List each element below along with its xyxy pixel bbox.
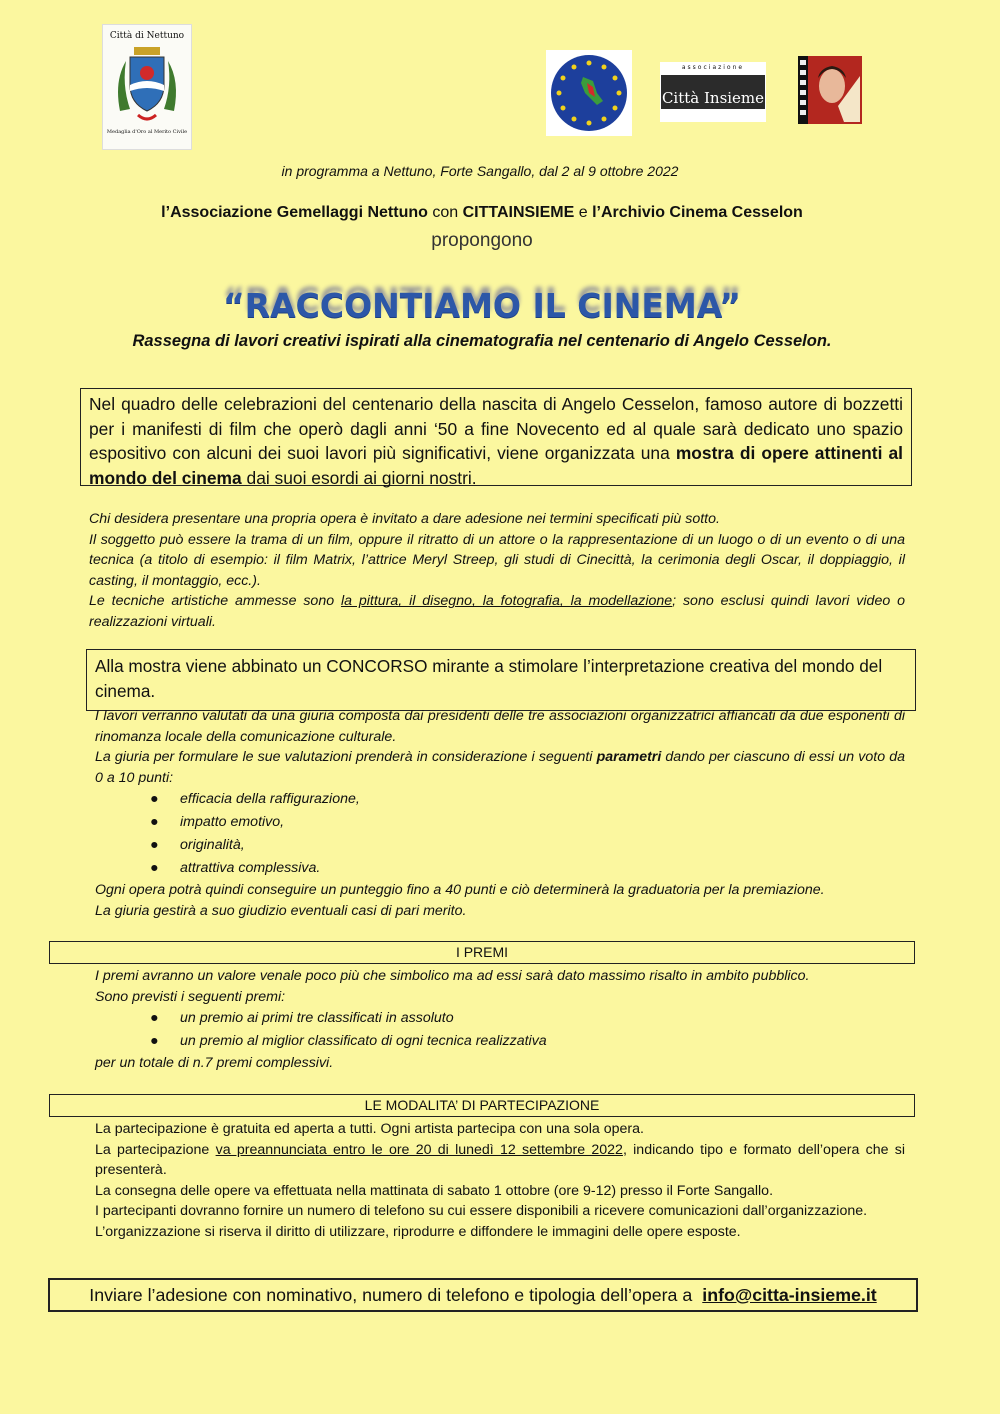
program-line: in programma a Nettuno, Forte Sangallo, dal 2 al 9 ottobre 2022 — [281, 163, 679, 179]
footer-box — [48, 1278, 918, 1312]
prizes-total: per un totale di n.7 premi complessivi. — [95, 1055, 334, 1072]
citta-insieme-name: Città Insieme — [661, 75, 765, 109]
participation-line-2: La partecipazione va preannunciata entro le ore 20 di lunedì 12 settembre 2022, indicando tipo e formato dell’opera che si presenterà. — [95, 1141, 905, 1179]
tie-text: La giuria gestirà a suo giudizio eventuali casi di pari merito. — [95, 902, 467, 919]
gemellaggi-nettuno-logo — [546, 50, 632, 136]
list-item: ● impatto emotivo, — [95, 811, 905, 834]
prizes-list — [95, 1007, 905, 1053]
intro-text-a: Nel quadro delle celebrazioni del centenario della nascita di Angelo Cesselon, famoso autore di bozzetti per i manifesti di film che operò dagli anni ‘50 a fine Novecento ed al quale sarà dedicato uno spazio espositivo con alcuni dei suoi lavori più significativi, viene organizzata una — [89, 394, 903, 463]
participation-line-4: I partecipanti dovranno fornire un numero di telefono su cui essere disponibili a ricevere comunicazioni dall’organizzazione. — [95, 1203, 868, 1220]
citta-di-nettuno-logo — [102, 24, 192, 150]
prizes-line-2: Sono previsti i seguenti premi: — [95, 988, 286, 1005]
participation-line-1: La partecipazione è gratuita ed aperta a tutti. Ogni artista partecipa con una sola opera. — [95, 1121, 644, 1137]
list-item: ● originalità, — [95, 834, 905, 857]
page-subtitle: Rassegna di lavori creativi ispirati alla cinematografia nel centenario di Angelo Cesselon. — [132, 332, 832, 350]
list-item: ● attrattiva complessiva. — [95, 857, 905, 880]
intro-text-bold: mostra di opere attinenti al mondo del cinema — [89, 443, 903, 488]
intro-text-b: dai suoi esordi ai giorni nostri. — [241, 467, 477, 488]
conjunction-con: con — [427, 204, 463, 221]
score-text: Ogni opera potrà quindi conseguire un punteggio fino a 40 punti e ciò determinerà la graduatoria per la premiazione. — [95, 882, 825, 899]
parameters-text: La giuria per formulare le sue valutazioni prenderà in considerazione i seguenti parametri dando per ciascuno di essi un voto da 0 a 10 punti: — [95, 749, 905, 786]
bullet-icon: ● — [150, 1010, 159, 1027]
bullet-icon: ● — [150, 860, 159, 877]
citta-insieme-logo — [660, 62, 766, 122]
organizer-archivio: l’Archivio Cinema Cesselon — [592, 204, 803, 221]
prizes-section — [95, 966, 905, 1074]
bullet-icon: ● — [150, 837, 159, 854]
details-line-2: Il soggetto può essere la trama di un film, oppure il ritratto di un attore o la rappresentazione di un luogo o di un evento o di una tecnica (a titolo di esempio: il film Matrix, l’attrice Meryl Streep, gli studi di Cinecittà, la cerimonia degli Oscar, il doppiaggio, il casting, il montaggio, ecc.). — [89, 531, 905, 589]
participation-line-5: L’organizzazione si riserva il diritto di utilizzare, riprodurre e diffondere le immagini delle opere esposte. — [95, 1223, 741, 1240]
archivio-cesselon-logo — [798, 56, 862, 124]
propongono-label: propongono — [431, 230, 533, 251]
contest-details — [95, 706, 905, 922]
eu-stars-globe-icon — [549, 53, 629, 133]
details-line-3: Le tecniche artistiche ammesse sono la pittura, il disegno, la fotografia, la modellazione; sono esclusi quindi lavori video o realizzazioni virtuali. — [89, 593, 905, 630]
city-motto: Medaglia d'Oro al Merito Civile — [106, 129, 188, 135]
footer-text: Inviare l’adesione con nominativo, numero di telefono e tipologia dell’opera a — [89, 1285, 693, 1305]
bullet-icon: ● — [150, 814, 159, 831]
organizers-line — [0, 204, 982, 222]
bullet-icon: ● — [150, 791, 159, 808]
conjunction-e: e — [574, 204, 593, 221]
parameters-bold: parametri — [596, 749, 662, 766]
details-section — [89, 509, 905, 633]
email-link[interactable]: info@citta-insieme.it — [702, 1285, 877, 1305]
intro-box — [80, 388, 912, 486]
film-strip-portrait-icon — [798, 56, 862, 124]
list-item: ● un premio al miglior classificato di ogni tecnica realizzativa — [95, 1030, 905, 1053]
bullet-icon: ● — [150, 1033, 159, 1050]
prizes-line-1: I premi avranno un valore venale poco più che simbolico ma ad essi sarà dato massimo risalto in ambito pubblico. — [95, 968, 810, 984]
participation-header: LE MODALITA’ DI PARTECIPAZIONE — [49, 1094, 915, 1117]
list-item: ● un premio ai primi tre classificati in assoluto — [95, 1007, 905, 1030]
citta-insieme-top-label: associazione — [681, 64, 745, 71]
prizes-header: I PREMI — [49, 941, 915, 964]
details-line-1: Chi desidera presentare una propria opera è invitato a dare adesione nei termini specificati più sotto. — [89, 511, 720, 527]
registration-deadline: va preannunciata entro le ore 20 di lunedì 12 settembre 2022 — [215, 1141, 623, 1158]
criteria-list — [95, 788, 905, 880]
contest-box: Alla mostra viene abbinato un CONCORSO mirante a stimolare l’interpretazione creativa del mondo del cinema. — [86, 649, 916, 711]
city-name: Città di Nettuno — [109, 31, 185, 41]
list-item: ● efficacia della raffigurazione, — [95, 788, 905, 811]
organizer-gemellaggi: l’Associazione Gemellaggi Nettuno — [161, 204, 428, 221]
allowed-techniques: la pittura, il disegno, la fotografia, la modellazione — [340, 593, 673, 610]
jury-text: I lavori verranno valutati da una giuria composta dai presidenti delle tre associazioni organizzatrici affiancati da due esponenti di rinomanza locale della comunicazione culturale. — [95, 708, 905, 745]
page-title: “RACCONTIAMO IL CINEMA” — [223, 286, 741, 325]
participation-line-3: La consegna delle opere va effettuata nella mattinata di sabato 1 ottobre (ore 9-12) presso il Forte Sangallo. — [95, 1182, 774, 1199]
coat-of-arms-icon — [112, 41, 182, 127]
participation-section — [95, 1119, 905, 1243]
organizer-cittainsieme: CITTAINSIEME — [462, 204, 575, 221]
